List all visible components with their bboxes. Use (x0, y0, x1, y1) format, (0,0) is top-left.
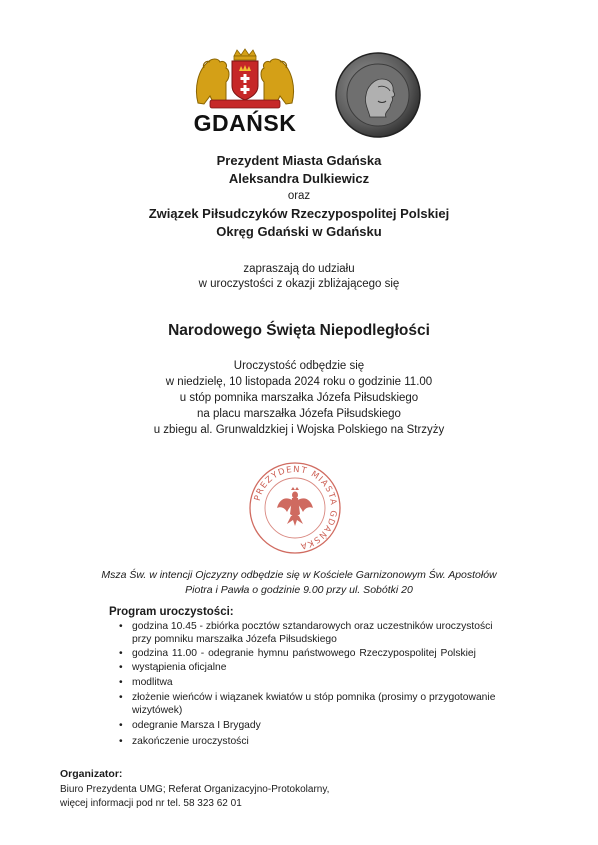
program-item (102, 647, 522, 660)
gdansk-logo-text: GDAŃSK (193, 110, 297, 136)
program-item-text: • godzina 10.45 - zbiórka pocztów sztandarowych oraz uczestników uroczystości (132, 621, 493, 632)
details-line-2: w niedzielę, 10 listopada 2024 roku o godzinie 11.00 (165, 376, 433, 388)
program-item-text: • złożenie wieńców i wiązanek kwiatów u stóp pomnika (prosimy o przygotowanie (132, 692, 496, 704)
program-item-text: • wystąpienia oficjalne (132, 661, 227, 673)
invite-line-2: w uroczystości z okazji zbliżającego się (198, 278, 400, 290)
mass-info-line-1: Msza Św. w intencji Ojczyzny odbędzie się w Kościele Garnizonowym Św. Apostołów (101, 569, 497, 581)
header-president: Prezydent Miasta Gdańska (216, 153, 382, 168)
invite-line-1: zapraszają do udziału (243, 263, 355, 275)
program-title: Program uroczystości: (109, 606, 234, 618)
program-item (102, 661, 522, 674)
header-and: oraz (287, 190, 311, 202)
program-item (102, 620, 522, 646)
program-item-text: • zakończenie uroczystości (132, 735, 249, 747)
details-line-1: Uroczystość odbędzie się (233, 360, 365, 372)
details-line-4: na placu marszałka Józefa Piłsudskiego (197, 408, 401, 420)
program-item (102, 735, 522, 748)
details-line-5: u zbiegu al. Grunwaldzkiej i Wojska Polskiego na Strzyży (153, 424, 445, 436)
president-stamp (247, 460, 343, 556)
pilsudski-medal (334, 51, 422, 139)
program-list (102, 620, 522, 748)
mass-info-line-2: Piotra i Pawła o godzinie 9.00 przy ul. Sobótki 20 (185, 584, 413, 596)
program-item-text-cont: wizytówek) (132, 705, 183, 717)
organizer-line-2: więcej informacji pod nr tel. 58 323 62 01 (60, 798, 242, 809)
event-title: Narodowego Święta Niepodległości (168, 322, 430, 339)
program-item (102, 676, 522, 689)
details-line-3: u stóp pomnika marszałka Józefa Piłsudskiego (179, 392, 419, 404)
program-item (102, 719, 522, 732)
organizer-title: Organizator: (60, 768, 123, 780)
organizer-line-1: Biuro Prezydenta UMG; Referat Organizacyjno-Protokolarny, (60, 784, 330, 795)
gdansk-coat-of-arms (190, 48, 300, 110)
header-president-name: Aleksandra Dulkiewicz (228, 171, 370, 186)
program-item-text: • odegranie Marsza I Brygady (132, 720, 261, 732)
stamp-text: PREZYDENT MIASTA GDAŃSKA (252, 464, 339, 551)
organizer-info (60, 783, 329, 811)
program-item-text-cont: przy pomniku marszałka Józefa Piłsudskiego (132, 634, 337, 646)
program-item (102, 691, 522, 717)
program-item-text: • modlitwa (132, 676, 173, 688)
program-item-text: • godzina 11.00 - odegranie hymnu państwowego Rzeczypospolitej Polskiej (132, 648, 476, 660)
header-union: Związek Piłsudczyków Rzeczypospolitej Polskiej (148, 206, 450, 221)
header-district: Okręg Gdański w Gdańsku (216, 224, 382, 239)
